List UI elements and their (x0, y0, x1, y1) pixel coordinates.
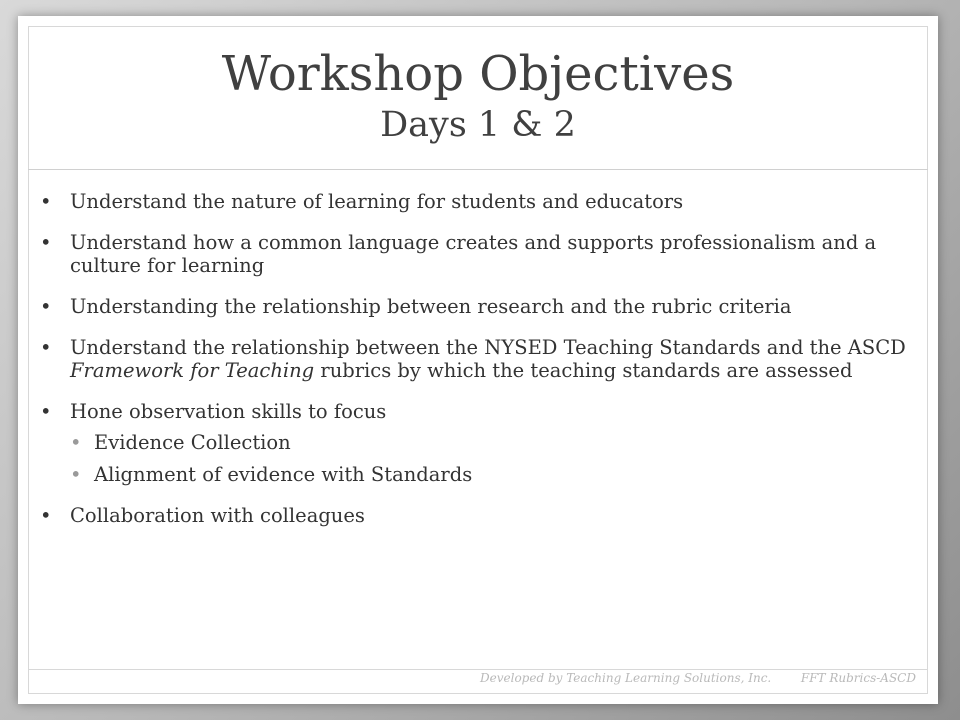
objective-text: Understand how a common language creates and supports professionalism and a culture for learning (70, 231, 877, 277)
objective-text-after: rubrics by which the teaching standards are assessed (314, 359, 853, 382)
objective-text: Hone observation skills to focus (70, 400, 387, 423)
objectives-list (40, 190, 920, 527)
title-divider (28, 169, 928, 170)
objective-item (40, 336, 920, 382)
slide-subtitle: Days 1 & 2 (380, 105, 576, 145)
objective-text: Understanding the relationship between research and the rubric criteria (70, 295, 792, 318)
objective-item (40, 400, 920, 486)
objective-text: Collaboration with colleagues (70, 504, 365, 527)
objective-sub-list (70, 431, 920, 486)
objective-sub-text: Evidence Collection (94, 431, 291, 454)
footer-divider (28, 669, 928, 670)
objective-text-italic: Framework for Teaching (70, 359, 315, 382)
objective-sub-item (70, 431, 920, 454)
slide (18, 16, 938, 704)
objective-sub-item (70, 463, 920, 486)
frame-top-line (28, 26, 928, 27)
frame-bottom-line (28, 693, 928, 694)
objective-item (40, 231, 920, 277)
footer-credit: Developed by Teaching Learning Solutions, Inc. (480, 671, 772, 685)
slide-title-block (18, 46, 938, 146)
slide-content (40, 190, 920, 545)
objective-text: Understand the nature of learning for students and educators (70, 190, 684, 213)
footer-source: FFT Rubrics-ASCD (800, 671, 916, 685)
objective-item (40, 504, 920, 527)
objective-text-before: Understand the relationship between the NYSED Teaching Standards and the ASCD (70, 336, 906, 359)
objective-item (40, 190, 920, 213)
slide-title: Workshop Objectives (221, 46, 735, 102)
objective-sub-text: Alignment of evidence with Standards (94, 463, 473, 486)
objective-item (40, 295, 920, 318)
